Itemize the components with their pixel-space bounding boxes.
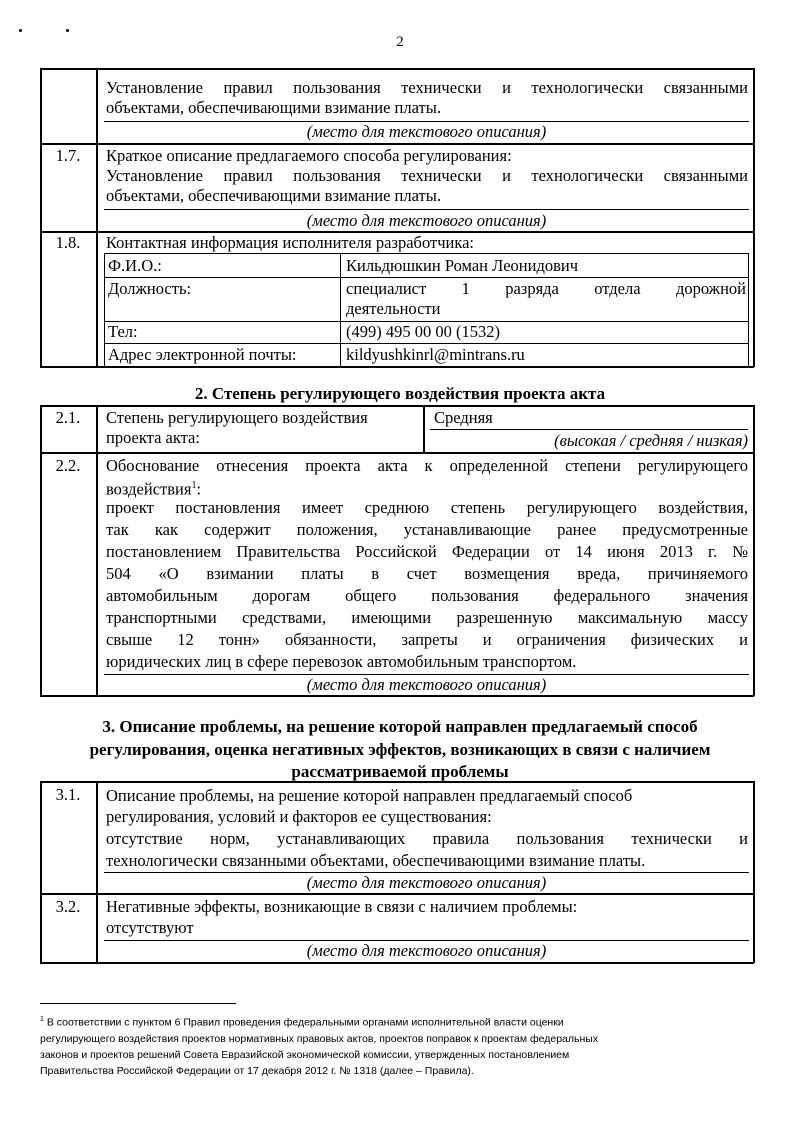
section-2-title: 2. Степень регулирующего воздействия проекта акта xyxy=(194,384,606,403)
footnote-line-1-text: В соответствии с пунктом 6 Правил проведения федеральными органами исполнительной власти оценки xyxy=(46,1016,564,1029)
row-number-1-8: 1.8. xyxy=(55,233,81,252)
footnote xyxy=(40,1012,740,1079)
row-intro-line1: Установление правил пользования технически и технологически связанными xyxy=(106,78,748,97)
row-number-3-1: 3.1. xyxy=(55,785,81,804)
row-2-2-text-line: автомобильным дорогам общего пользования федерального значения xyxy=(106,586,748,605)
contact-phone-label: Тел: xyxy=(108,322,138,341)
row-3-2-text: отсутствуют xyxy=(106,918,194,937)
row-2-2-text-line: свыше 12 тонн» обязанности, запреты и ограничения физических и xyxy=(106,630,748,649)
row-2-2-text-line: так как содержит положения, устанавливающие ранее предусмотренные xyxy=(106,520,748,539)
contact-position-value: специалист 1 разряда отдела дорожной xyxy=(346,279,746,298)
row-2-1-value: Средняя xyxy=(434,408,493,427)
section-3-title-line2: регулирования, оценка негативных эффектов, возникающих в связи с наличием xyxy=(89,740,711,759)
contact-email-value: kildyushkinrl@mintrans.ru xyxy=(346,345,525,364)
placeholder-caption: (место для текстового описания) xyxy=(306,941,547,960)
row-2-2-text-line: 504 «О взимании платы в счет возмещения вреда, причиняемого xyxy=(106,564,748,583)
placeholder-caption: (место для текстового описания) xyxy=(306,675,547,694)
row-3-2-title: Негативные эффекты, возникающие в связи с наличием проблемы: xyxy=(106,897,578,916)
row-number-1-7: 1.7. xyxy=(55,146,81,165)
row-2-2-text-line: юридических лиц в сфере перевозок автомобильным транспортом. xyxy=(106,652,577,671)
row-1-7-line1: Установление правил пользования технически и технологически связанными xyxy=(106,166,748,185)
section-3-title-line3: рассматриваемой проблемы xyxy=(291,762,509,781)
contact-position-label: Должность: xyxy=(108,279,192,298)
footnote-line-3: законов и проектов решений Совета Евразийской экономической комиссии, утвержденных постановлением xyxy=(40,1048,570,1061)
row-2-2-title-line1: Обоснование отнесения проекта акта к определенной степени регулирующего xyxy=(106,456,748,475)
row-1-7-title: Краткое описание предлагаемого способа регулирования: xyxy=(106,146,512,165)
row-2-2-text-line: проект постановления имеет среднюю степень регулирующего воздействия, xyxy=(106,498,748,517)
row-1-8-title: Контактная информация исполнителя разработчика: xyxy=(106,233,475,252)
page-number: 2 xyxy=(396,34,404,50)
row-2-1-hint: (высокая / средняя / низкая) xyxy=(554,431,748,450)
section-3-title-line1: 3. Описание проблемы, на решение которой направлен предлагаемый способ xyxy=(102,717,698,736)
row-number-2-1: 2.1. xyxy=(55,408,81,427)
contact-email-label: Адрес электронной почты: xyxy=(108,345,297,364)
placeholder-caption: (место для текстового описания) xyxy=(306,211,547,230)
scan-dot xyxy=(66,29,69,32)
row-number-2-2: 2.2. xyxy=(55,456,81,475)
row-3-1-text-line1: отсутствие норм, устанавливающих правила пользования технически и xyxy=(106,829,748,848)
contact-name-label: Ф.И.О.: xyxy=(108,256,162,275)
row-2-1-label-line2: проекта акта: xyxy=(106,428,200,447)
footnote-line-4: Правительства Российской Федерации от 17 декабря 2012 г. № 1318 (далее – Правила). xyxy=(40,1064,474,1077)
row-number-3-2: 3.2. xyxy=(55,897,81,916)
placeholder-caption: (место для текстового описания) xyxy=(306,873,547,892)
row-intro-line2: объектами, обеспечивающими взимание платы. xyxy=(106,98,441,117)
row-2-1-label-line1: Степень регулирующего воздействия xyxy=(106,408,368,427)
footnote-line-1 xyxy=(40,1012,740,1031)
row-2-2-text-line: постановлением Правительства Российской Федерации от 14 июня 2013 г. № xyxy=(106,542,748,561)
row-2-2-text-line: транспортными средствами, имеющими разрешенную максимальную массу xyxy=(106,608,748,627)
footnote-line-2: регулирующего воздействия проектов нормативных правовых актов, проектов поправок к проектам федеральных xyxy=(40,1032,599,1045)
row-2-2-title-word: воздействия xyxy=(106,479,192,499)
row-2-2-title-line2 xyxy=(106,476,201,500)
row-3-1-title-line2: регулирования, условий и факторов ее существования: xyxy=(106,807,492,826)
contact-name-value: Кильдюшкин Роман Леонидович xyxy=(346,256,579,275)
footnote-separator xyxy=(40,1003,236,1004)
contact-position-value-cont: деятельности xyxy=(346,299,441,318)
scan-dot xyxy=(19,29,22,32)
row-1-7-line2: объектами, обеспечивающими взимание платы. xyxy=(106,186,441,205)
row-3-1-text-line2: технологически связанными объектами, обеспечивающими взимание платы. xyxy=(106,851,646,870)
footnote-mark: 1 xyxy=(40,1016,44,1023)
placeholder-caption: (место для текстового описания) xyxy=(306,122,547,141)
row-3-1-title-line1: Описание проблемы, на решение которой направлен предлагаемый способ xyxy=(106,786,633,805)
contact-phone-value: (499) 495 00 00 (1532) xyxy=(346,322,500,341)
row-2-2-title-colon: : xyxy=(196,479,202,499)
footnote-ref: 1 xyxy=(191,480,197,491)
